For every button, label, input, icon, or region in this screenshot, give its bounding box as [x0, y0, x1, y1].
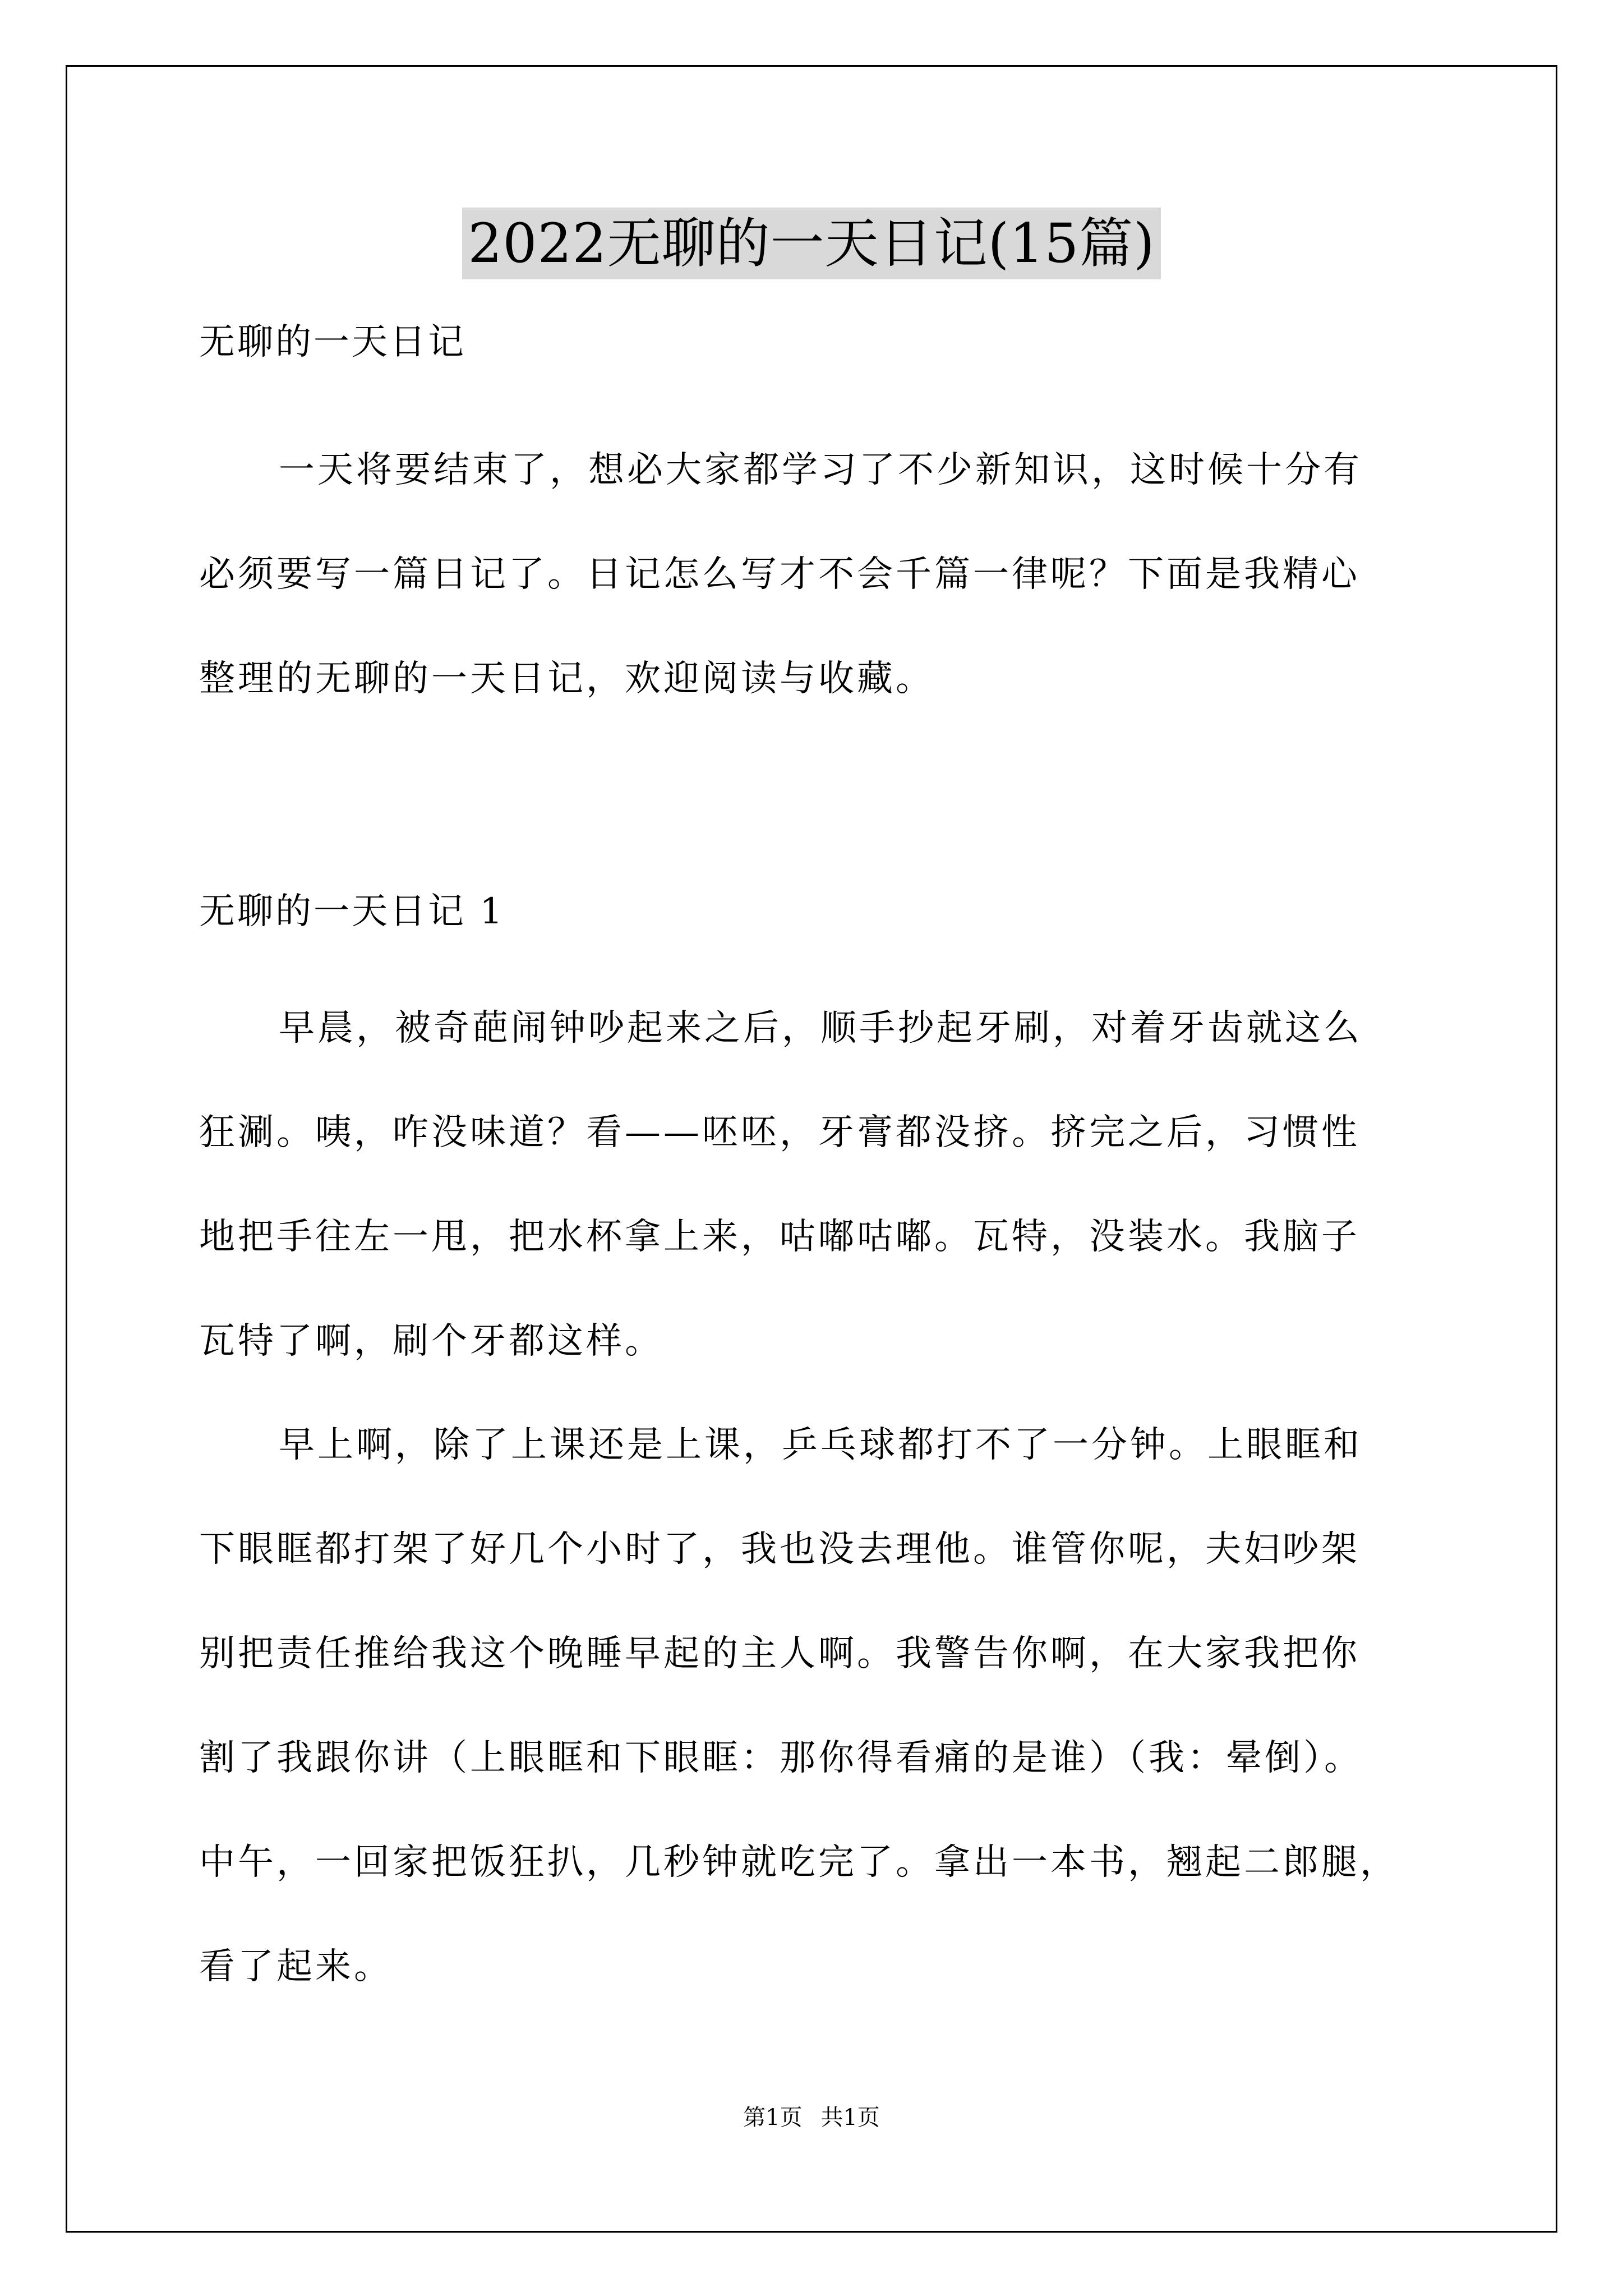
- section-heading-intro: 无聊的一天日记: [199, 321, 466, 363]
- paragraph-line: 早晨，被奇葩闹钟吵起来之后，顺手抄起牙刷，对着牙齿就这么: [279, 1007, 1362, 1049]
- paragraph-line: 割了我跟你讲（上眼眶和下眼眶：那你得看痛的是谁）（我：晕倒）。: [199, 1737, 1363, 1779]
- total-pages: 共1页: [820, 2105, 880, 2131]
- section-heading-1: 无聊的一天日记 1: [199, 891, 505, 932]
- paragraph-line: 瓦特了啊，刷个牙都这样。: [199, 1320, 663, 1362]
- paragraph-line: 整理的无聊的一天日记，欢迎阅读与收藏。: [199, 658, 934, 700]
- intro-paragraph: [199, 418, 1433, 731]
- paragraph-line: 早上啊，除了上课还是上课，乒乓球都打不了一分钟。上眼眶和: [279, 1424, 1362, 1466]
- paragraph-line: 必须要写一篇日记了。日记怎么写才不会千篇一律呢？下面是我精心: [199, 554, 1360, 595]
- paragraph-line: 中午，一回家把饭狂扒，几秒钟就吃完了。拿出一本书，翘起二郎腿，: [199, 1842, 1399, 1883]
- paragraph-line: 下眼眶都打架了好几个小时了，我也没去理他。谁管你呢，夫妇吵架: [199, 1529, 1360, 1570]
- page-footer: [0, 2101, 1623, 2134]
- paragraph-2: [199, 1393, 1433, 2019]
- document-title: 2022无聊的一天日记(15篇): [462, 208, 1160, 279]
- paragraph-line: 看了起来。: [199, 1946, 393, 1987]
- paragraph-1: [199, 976, 1433, 1393]
- paragraph-line: 别把责任推给我这个晚睡早起的主人啊。我警告你啊，在大家我把你: [199, 1633, 1360, 1674]
- title-container: [0, 208, 1623, 279]
- paragraph-line: 一天将要结束了，想必大家都学习了不少新知识，这时候十分有: [279, 449, 1362, 491]
- paragraph-line: 地把手往左一甩，把水杯拿上来，咕嘟咕嘟。瓦特，没装水。我脑子: [199, 1216, 1360, 1258]
- page-number: 第1页: [743, 2105, 803, 2131]
- paragraph-line: 狂涮。咦，咋没味道？看——呸呸，牙膏都没挤。挤完之后，习惯性: [199, 1112, 1360, 1153]
